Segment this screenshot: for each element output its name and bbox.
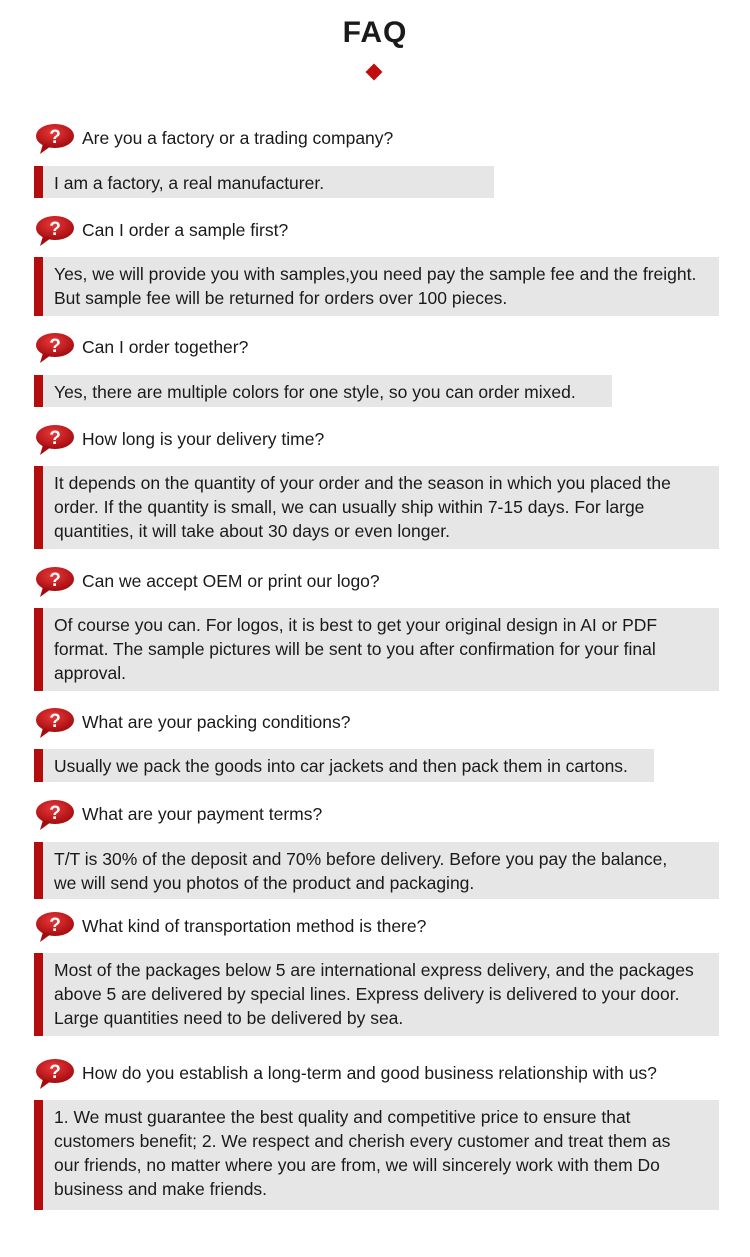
answer-line: our friends, no matter where you are from, we will sincerely work with them Do xyxy=(54,1155,660,1175)
question-text: What are your payment terms? xyxy=(82,804,323,824)
svg-text:?: ? xyxy=(49,570,61,591)
answer-line: Yes, there are multiple colors for one style, so you can order mixed. xyxy=(54,382,576,402)
faq-answer xyxy=(34,375,612,407)
answer-line: order. If the quantity is small, we can usually ship within 7-15 days. For large xyxy=(54,497,645,517)
question-text: Can I order a sample first? xyxy=(82,220,289,240)
question-bubble-icon xyxy=(34,707,76,739)
faq-answer xyxy=(34,749,654,782)
answer-line: I am a factory, a real manufacturer. xyxy=(54,173,325,193)
answer-line: customers benefit; 2. We respect and cherish every customer and treat them as xyxy=(54,1131,671,1151)
answer-line: above 5 are delivered by special lines. Express delivery is delivered to your door. xyxy=(54,984,680,1004)
question-text: Are you a factory or a trading company? xyxy=(82,128,394,148)
answer-line: Of course you can. For logos, it is best to get your original design in AI or PDF xyxy=(54,615,658,635)
answer-line: Usually we pack the goods into car jackets and then pack them in cartons. xyxy=(54,756,628,776)
answer-line: we will send you photos of the product and packaging. xyxy=(54,873,475,893)
answer-line: quantities, it will take about 30 days or even longer. xyxy=(54,521,450,541)
svg-text:?: ? xyxy=(49,711,61,732)
faq-answer xyxy=(34,608,719,691)
question-bubble-icon xyxy=(34,566,76,598)
answer-line: Yes, we will provide you with samples,you need pay the sample fee and the freight. xyxy=(54,264,697,284)
answer-line: Large quantities need to be delivered by sea. xyxy=(54,1008,404,1028)
svg-text:?: ? xyxy=(49,336,61,357)
answer-line: format. The sample pictures will be sent to you after confirmation for your final xyxy=(54,639,656,659)
question-text: Can we accept OEM or print our logo? xyxy=(82,571,380,591)
answer-line: But sample fee will be returned for orders over 100 pieces. xyxy=(54,288,508,308)
question-text: Can I order together? xyxy=(82,337,249,357)
question-text: What are your packing conditions? xyxy=(82,712,351,732)
svg-text:?: ? xyxy=(49,219,61,240)
question-bubble-icon xyxy=(34,123,76,155)
answer-line: It depends on the quantity of your order and the season in which you placed the xyxy=(54,473,671,493)
answer-line: Most of the packages below 5 are international express delivery, and the packages xyxy=(54,960,694,980)
question-text: How long is your delivery time? xyxy=(82,429,325,449)
faq-answer xyxy=(34,1100,719,1210)
faq-answer xyxy=(34,842,719,899)
svg-text:?: ? xyxy=(49,1062,61,1083)
question-bubble-icon xyxy=(34,215,76,247)
answer-line: 1. We must guarantee the best quality and competitive price to ensure that xyxy=(54,1107,631,1127)
answer-line: approval. xyxy=(54,663,126,683)
question-bubble-icon xyxy=(34,1058,76,1090)
page-title: FAQ xyxy=(342,16,408,49)
question-bubble-icon xyxy=(34,911,76,943)
question-bubble-icon xyxy=(34,799,76,831)
answer-line: T/T is 30% of the deposit and 70% before delivery. Before you pay the balance, xyxy=(54,849,668,869)
faq-answer xyxy=(34,953,719,1036)
faq-answer xyxy=(34,466,719,549)
svg-text:?: ? xyxy=(49,127,61,148)
question-text: What kind of transportation method is there? xyxy=(82,916,427,936)
faq-answer xyxy=(34,257,719,316)
svg-text:?: ? xyxy=(49,803,61,824)
svg-text:?: ? xyxy=(49,915,61,936)
question-text: How do you establish a long-term and good business relationship with us? xyxy=(82,1063,657,1083)
answer-line: business and make friends. xyxy=(54,1179,268,1199)
question-bubble-icon xyxy=(34,332,76,364)
faq-answer xyxy=(34,166,494,198)
question-bubble-icon xyxy=(34,424,76,456)
diamond-icon xyxy=(366,64,383,81)
svg-text:?: ? xyxy=(49,428,61,449)
